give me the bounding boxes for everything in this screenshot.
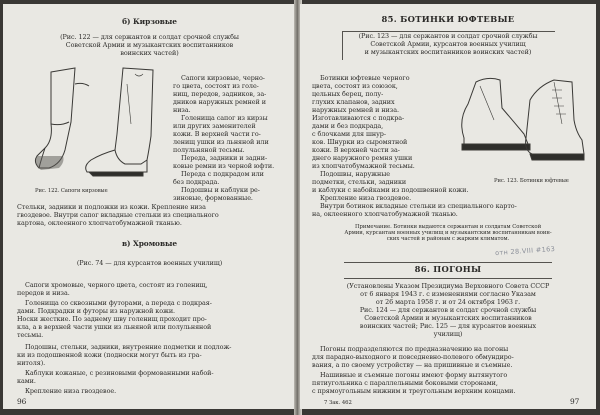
pogony-note-line: воинских частей; Рис. 125 — для курсантов военных bbox=[359, 322, 537, 330]
pogony-note-line: от 6 января 1943 г. с изменениями согласно Указам bbox=[360, 290, 536, 298]
kirza-line: Переда с подкрадом или bbox=[181, 170, 264, 178]
kirza-tail-line: картона, оклеенного хлопчатобумажной тканью. bbox=[17, 219, 182, 227]
kirza-line: Сапоги кирзовые, черно- bbox=[181, 74, 265, 82]
yuft-boots-figure bbox=[450, 68, 590, 172]
khrom-line: Каблуки кожаные, с резиновыми формованными набой- bbox=[25, 369, 214, 377]
kirza-line: го цвета, состоят из голе- bbox=[173, 82, 259, 90]
boots-line: ков. Шнурки из сыромятной bbox=[312, 138, 408, 146]
kirza-line: Переда, задники и задни- bbox=[181, 154, 268, 162]
pogony-note-line: (Установлены Указом Президиума Верховного Совета СССР bbox=[346, 282, 550, 290]
boots-line: дами и без подкрада, bbox=[312, 122, 384, 130]
pencil-annotation: отн 28.VIII #163 bbox=[494, 244, 556, 258]
boots-line: кожи. В верхней части за- bbox=[312, 146, 400, 154]
kirza-line: ковые ремни из черной юфти. bbox=[173, 162, 275, 170]
khrom-line: ками. bbox=[17, 377, 36, 385]
boots-note-line: (Рис. 123 — для сержантов и солдат срочной службы bbox=[358, 32, 538, 40]
khrom-line: Подошвы, стельки, задники, внутренние подметки и подлож- bbox=[25, 343, 232, 351]
khrom-line: кла, а в верхней части ушки из льняной или полульняной bbox=[17, 323, 212, 331]
khrom-line: ки из подошвенной кожи (подноски могут быть из гра- bbox=[17, 351, 202, 359]
khrom-line: передов и низа. bbox=[17, 289, 70, 297]
khrom-line: дами. Подкрадки и футоры из наружной кожи. bbox=[17, 307, 176, 315]
kirza-boots-figure bbox=[31, 64, 159, 182]
khrom-note: (Рис. 74 — для курсантов военных училищ) bbox=[76, 259, 223, 267]
kirza-tail-line: гвоздевое. Внутри сапог вкладные стельки из специального bbox=[17, 211, 219, 219]
fig123-caption: Рис. 123. Ботинки юфтевые bbox=[494, 178, 569, 184]
heading-86: 86. ПОГОНЫ bbox=[414, 264, 482, 274]
kirza-line: Подошвы и каблуки ре- bbox=[181, 186, 260, 194]
kirza-line: зиновые, формованные. bbox=[173, 194, 253, 202]
kirza-line: дников наружных ремней и bbox=[173, 98, 266, 106]
boots-line: Крепление низа гвоздевое. bbox=[320, 194, 412, 202]
pogony-line: Погоны подразделяются по предназначению на погоны bbox=[320, 345, 509, 353]
pogony-line: для парадно-выходного и повседневно-полевого обмундиро- bbox=[312, 353, 514, 361]
boots-line: Ботинки юфтевые черного bbox=[320, 74, 410, 82]
pogony-note-line: Рис. 124 — для сержантов и солдат срочной службы bbox=[359, 306, 537, 314]
section-rule bbox=[344, 278, 552, 279]
kirza-note-line: Советской Армии и музыкантских воспитанников bbox=[65, 41, 234, 49]
boots-footnote-line: ских частей и районам с жарким климатом. bbox=[386, 236, 510, 242]
pogony-note-line: училищ) bbox=[433, 330, 463, 338]
khrom-line: нитоля). bbox=[17, 359, 46, 367]
kirza-note-line: (Рис. 122 — для сержантов и солдат срочной службы bbox=[60, 33, 239, 41]
kirza-tail-line: Стельки, задники и подложки из кожи. Крепление низа bbox=[17, 203, 206, 211]
boots-line: цельных берец, полу- bbox=[312, 90, 384, 98]
boots-line: цвета, состоят из союзок, bbox=[312, 82, 398, 90]
khrom-line: Крепление низа гвоздевое. bbox=[25, 387, 117, 395]
right-page bbox=[300, 4, 596, 409]
left-page-number: 96 bbox=[17, 397, 27, 406]
boots-line: Внутри ботинок вкладные стельки из специального карто- bbox=[320, 202, 517, 210]
boots-footnote-line: Армии, курсантам военных училищ и музыкантским воспитанникам воин- bbox=[344, 230, 552, 236]
pogony-note-line: Советской Армии и музыкантских воспитанников bbox=[364, 314, 532, 322]
footer-order: 7 Зак. 462 bbox=[324, 400, 352, 406]
pogony-line: Нашивные и съемные погоны имеют форму вытянутого bbox=[320, 371, 508, 379]
khrom-line: тесьмы. bbox=[17, 331, 44, 339]
pogony-line: с прямоугольным нижним и треугольным верхним концами. bbox=[312, 387, 516, 395]
heading-khrom: в) Хромовые bbox=[121, 239, 178, 248]
khrom-line: Сапоги хромовые, черного цвета, состоят из голенищ, bbox=[25, 281, 208, 289]
kirza-note-line: воинских частей) bbox=[120, 49, 179, 57]
kirza-line: низа. bbox=[173, 106, 191, 114]
pogony-line: пятиугольника с параллельными боковыми сторонами, bbox=[312, 379, 498, 387]
boots-footnote-line: Примечание. Ботинки выдаются сержантам и солдатам Советской bbox=[354, 224, 542, 230]
boots-line: Подошвы, наружные bbox=[320, 170, 390, 178]
boots-line: глухих клапанов, задних bbox=[312, 98, 395, 106]
kirza-line: кожи. В верхней части го- bbox=[173, 130, 261, 138]
boots-line: подметки, стельки, задники bbox=[312, 178, 407, 186]
khrom-line: Голенища со сквозными футорами, а переда с подкрая- bbox=[25, 299, 212, 307]
boots-line: наружных ремней и низа. bbox=[312, 106, 399, 114]
heading-kirza: б) Кирзовые bbox=[122, 17, 177, 26]
left-page bbox=[3, 4, 296, 409]
kirza-line: полульняной тесьмы. bbox=[173, 146, 245, 154]
boots-note-line: и музыкантских воспитанников воинских частей) bbox=[364, 48, 532, 56]
khrom-line: Носки жесткие. По заднему шву голенищ проходит про- bbox=[17, 315, 207, 323]
kirza-line: ленищ ушки из льняной или bbox=[173, 138, 269, 146]
heading-85: 85. БОТИНКИ ЮФТЕВЫЕ bbox=[381, 14, 515, 24]
kirza-line: или других заменителей bbox=[173, 122, 256, 130]
pogony-line: вания, а по своему устройству — на пришивные и съемные. bbox=[312, 361, 513, 369]
right-page-number: 97 bbox=[570, 397, 580, 406]
boots-line: днего наружного ремня ушки bbox=[312, 154, 413, 162]
boots-note-line: Советской Армии, курсантов военных училищ bbox=[370, 40, 526, 48]
kirza-line: нищ, передов, задников, за- bbox=[173, 90, 267, 98]
section-rule bbox=[344, 262, 552, 263]
boots-line: с блочками для шнур- bbox=[312, 130, 386, 138]
pogony-note-line: от 26 марта 1958 г. и от 24 октября 1963 г. bbox=[375, 298, 521, 306]
kirza-line: без подкрада. bbox=[173, 178, 220, 186]
boots-line: на, оклеенного хлопчатобумажной тканью. bbox=[312, 210, 458, 218]
fig122-caption: Рис. 122. Сапоги кирзовые bbox=[35, 188, 108, 194]
boots-line: Изготавливаются с подкра- bbox=[312, 114, 405, 122]
kirza-line: Голенища сапог из кирзы bbox=[181, 114, 268, 122]
boots-line: из хлопчатобумажной тесьмы. bbox=[312, 162, 415, 170]
boots-line: и каблуки с набойками из подошвенной кожи. bbox=[312, 186, 469, 194]
